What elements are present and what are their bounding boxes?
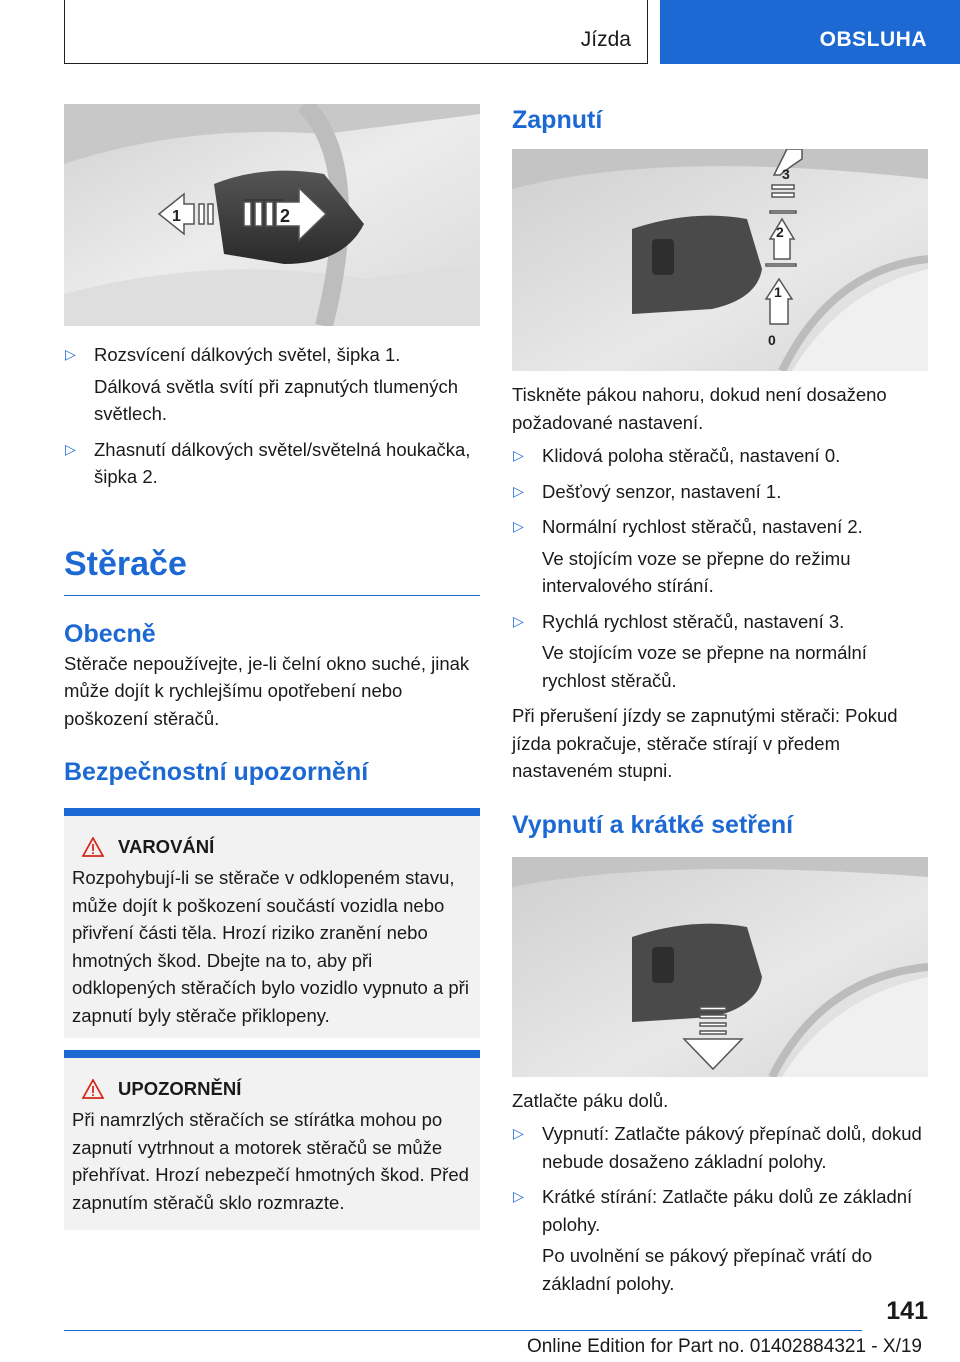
list-item: ▷ Vypnutí: Zatlačte pákový přepínač dolů, dokud nebude dosaženo základní polohy. [512, 1120, 928, 1175]
bullet-triangle-icon: ▷ [513, 612, 524, 629]
warning-triangle-icon [82, 837, 104, 857]
list-item: ▷ Klidová poloha stěračů, nastavení 0. [512, 442, 928, 470]
left-column [64, 104, 480, 1230]
list-item-subtext: Dálková světla svítí při zapnutých tlumených světlech. [94, 375, 458, 424]
figure2-label-2: 2 [776, 224, 784, 240]
section-heading-general: Obecně [64, 619, 156, 648]
list-item: ▷ Dešťový senzor, nastavení 1. [512, 478, 928, 506]
bullet-triangle-icon: ▷ [513, 1188, 524, 1204]
warning-box [64, 808, 480, 1038]
list-item-subtext: Po uvolnění se pákový přepínač vrátí do základní polohy. [542, 1245, 873, 1294]
figure1-label-2: 2 [280, 206, 291, 226]
section-heading-off: Vypnutí a krátké setření [512, 810, 794, 839]
list-item: ▷ Rozsvícení dálkových světel, šipka 1. [64, 341, 480, 369]
header-section-box [64, 0, 648, 64]
footer-edition: Online Edition for Part no. 01402884321 - X/19 [526, 1336, 922, 1357]
right-column [512, 104, 928, 1297]
off-intro: Zatlačte páku dolů. [512, 1089, 669, 1111]
chapter-title: Stěrače [64, 544, 187, 583]
header-chapter-title: OBSLUHA [819, 28, 927, 51]
general-text: Stěrače nepoužívejte, je-li čelní okno suché, jinak může dojít k rychlejšímu opotřebení nebo poškození stěračů. [64, 652, 470, 729]
caution-text: Při namrzlých stěračích se stírátka mohou po zapnutí vytrhnout a motorek stěračů se může přehřívat. Hrozí nebezpečí hmotných škod. Před zapnutím stěračů sklo rozmrazte. [72, 1109, 469, 1213]
list-item: ▷ Zhasnutí dálkových světel/světelná houkačka, šipka 2. [64, 436, 480, 491]
section-heading-safety: Bezpečnostní upozornění [64, 758, 369, 786]
caution-title: UPOZORNĚNÍ [118, 1078, 242, 1099]
high-beam-lever-photo [64, 104, 480, 326]
list-item: ▷ Normální rychlost stěračů, nastavení 2. [512, 513, 928, 541]
caution-triangle-icon [82, 1079, 104, 1099]
figure2-label-0: 0 [768, 332, 776, 348]
bullet-triangle-icon: ▷ [513, 482, 524, 499]
on-note: Při přerušení jízdy se zapnutými stěrači: Pokud jízda pokračuje, stěrače stírají v předem nastaveném stupni. [512, 705, 898, 781]
figure1-label-1: 1 [172, 208, 181, 225]
on-intro: Tiskněte pákou nahoru, dokud není dosaženo požadované nastavení. [512, 384, 887, 433]
bullet-triangle-icon: ▷ [513, 1125, 524, 1141]
header-section-title: Jízda [580, 28, 631, 51]
figure2-label-3: 3 [782, 166, 790, 182]
figure2-label-1: 1 [774, 284, 782, 300]
page-number: 141 [886, 1297, 928, 1325]
caution-box [64, 1050, 480, 1230]
bullet-triangle-icon: ▷ [513, 447, 524, 463]
warning-title: VAROVÁNÍ [118, 836, 215, 857]
bullet-triangle-icon: ▷ [513, 518, 524, 534]
section-heading-on: Zapnutí [512, 106, 603, 134]
footer-rule [64, 1330, 862, 1331]
warning-text: Rozpohybují-li se stěrače v odklopeném stavu, může dojít k poškození součástí vozidla nebo přivření části těla. Hrozí riziko zranění nebo hmotných škod. Dbejte na to, aby při odklopených stěračích bylo vozidlo vypnuto a při zapnutí byly stěrače přiklopeny. [72, 867, 469, 1026]
list-item-subtext: Ve stojícím voze se přepne na normální rychlost stěračů. [542, 642, 867, 691]
list-item: ▷ Rychlá rychlost stěračů, nastavení 3. [512, 608, 928, 636]
bullet-triangle-icon: ▷ [65, 346, 76, 362]
wiper-lever-up-photo [512, 149, 928, 371]
wiper-lever-down-photo [512, 857, 928, 1077]
list-item-subtext: Ve stojícím voze se přepne do režimu intervalového stírání. [542, 547, 851, 596]
header-chapter-tab [660, 0, 960, 64]
list-item: ▷ Krátké stírání: Zatlačte páku dolů ze základní polohy. [512, 1183, 928, 1238]
bullet-triangle-icon: ▷ [65, 440, 76, 457]
